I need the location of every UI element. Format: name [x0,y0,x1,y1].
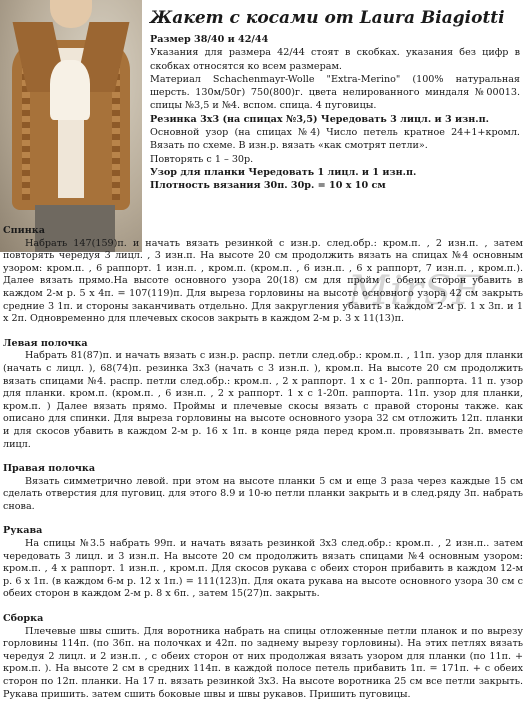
section-heading: Левая полочка [3,337,88,349]
main-content [3,225,523,701]
rib-pattern: Резинка 3х3 (на спицах №3,5) Чередовать 3 лицл. и 3 изн.п. [150,113,489,125]
main-pattern: Основной узор (на спицах №4) Число петель кратное 24+1+кромл. Вязать по схеме. В изн.р. вязать «как смотрят петли». [150,127,520,152]
density: Плотность вязания 30п. 30р. = 10 х 10 см [150,180,386,192]
repeat: Повторять с 1 – 30р. [150,153,254,165]
material: Материал Schachenmayr-Wolle "Extra-Merino" (100% натуральная шерсть. 130м/50г) 750(800)г. цвета нелированного миндаля №00013. спицы №3,5 и №4. вспом. спица. 4 пуговицы. [150,73,520,112]
watermark: MirSF [348,268,482,314]
section-text: Набрать 81(87)п. и начать вязать с изн.р. распр. петли след.обр.: кром.п. , 11п. узор для планки (начать с лицл. ), 68(74)п. резинка 3х3 (начать с 3 изн.п. ), кром.п. На высоте 20 см продолжить вязать спицами №4. распр. петли след.обр.: кром.п. , 2 х раппорт. 1 х с 1- 20п. раппорта. 11 п. узор для планки. кром.п. (кром.п. , 6 изн.п. , 2 х раппорт. 1 х с 1-20п. раппорта. 11п. узор для планки, кром.п. ) Далее вязать прямо. Проймы и плечевые скосы вязать с правой стороны также. как описано для спинки. Для выреза горловины на высоте основного узора 32 см отложить 12п. планки и для скосов убавить в каждом 2-м р. 16 х 1п. в конце ряда перед кром.п. провязывать 2п. вместе лицл. [3,350,523,450]
section-text: Плечевые швы сшить. Для воротника набрать на спицы отложенные петли планок и по вырезу горловины 114п. (по 36п. на полочках и 42п. по заднему вырезу горловины). На этих петлях вязать чередуя 2 лицл. и 2 изн.п. , с обеих сторон от них продолжая вязать узором для планки (по 11п. + кром.п. ). На высоте 2 см в средних 114п. в каждой полосе петель прибавить 1п. = 171п. + с обеих сторон по 12п. планки. На 17 п. вязать резинкой 3х3. На высоте воротника 25 см все петли закрыть. Рукава пришить. затем сшить боковые швы и швы рукавов. Пришить пуговицы. [3,625,523,700]
placket-pattern: Узор для планки Чередовать 1 лицл. и 1 изн.п. [150,166,417,178]
section-heading: Спинка [3,225,45,236]
section-text: Набрать 147(159)п. и начать вязать резинкой с изн.р. след.обр.: кром.п. , 2 изн.п. , затем повторять чередуя 3 лицл. , 3 изн.п. На высоте 20 см продолжить вязать на спицах №4 основным узором: кром.п. , 6 раппорт. 1 изн.п. , кром.п. (кром.п. , 6 изн.п. , 6 х раппорт, 7 изн.п. , кром.п.). Далее вязать прямо.На высоте основного узора 20(18) см для пройм с обеих сторон убавить в каждом 2-м р. 5 х 4п. = 107(119)п. Для выреза горловины на высоте основного узора 42 см закрыть средние 3 1п. и стороны заканчивать отдельно. Для закругления убавить в каждом 2-м р. 1 х 3п. и 1 х 2п. Одновременно для плечевых скосов закрыть в каждом 2-м р. 3 х 11(13)п. [3,237,523,325]
section-text: Вязать симметрично левой. при этом на высоте планки 5 см и еще 3 раза через каждые 15 см сделать отверстия для пуговиц. для этого 8.9 и 10-ю петли планки закрыть и в след.ряду 3п. набрать снова. [3,475,523,512]
section-heading: Правая полочка [3,463,96,475]
instructions: Указания для размера 42/44 стоят в скобках. указания без цифр в скобках относятся ко всем размерам. [150,47,520,72]
jacket-photo [0,0,142,252]
section-heading: Рукава [3,525,43,537]
size: Размер 38/40 и 42/44 [150,34,269,45]
section-text: На спицы №3.5 набрать 99п. и начать вязать резинкой 3х3 след.обр.: кром.п. , 2 изн.п.. затем чередовать 3 лицл. и 3 изн.п. На высоте 20 см продолжить вязать спицами №4 основным узором: кром.п. , 4 х раппорт. 1 изн.п. , кром.п. Для скосов рукава с обеих сторон прибавить в каждом 12-м р. 6 х 1п. (в каждом 6-м р. 12 х 1п.) = 111(123)п. Для оката рукава на высоте основного узора 30 см с обеих сторон в каждом 2-м р. 8 х 6п. , затем 15(27)п. закрыть. [3,538,523,600]
header-block [150,33,520,193]
page-title: Жакет с косами от Laura Biagiotti [150,8,505,28]
section-heading: Сборка [3,613,44,625]
